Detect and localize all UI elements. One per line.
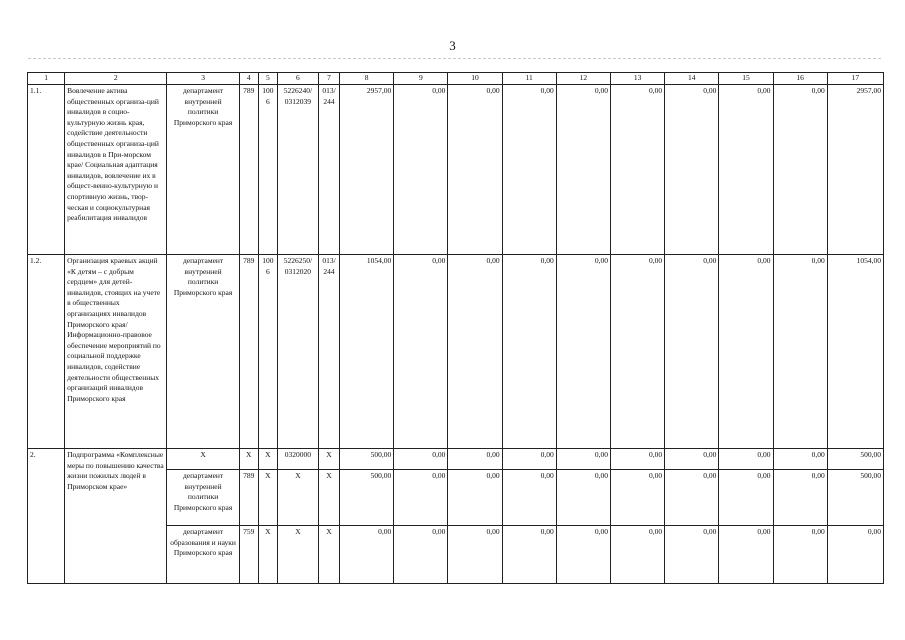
value-cell: 2957,00 [340, 85, 394, 255]
subprogram-name: Подпрограмма «Комплексные меры по повышению качества жизни пожилых людей в Приморском крае» [65, 449, 167, 584]
header-cell: 10 [448, 73, 502, 85]
value-cell: 0,00 [502, 85, 556, 255]
value-cell: 0,00 [773, 470, 827, 526]
header-cell: 11 [502, 73, 556, 85]
table-row [28, 85, 884, 255]
code-cell: 5226240/ 0312039 [277, 85, 318, 255]
code-cell: 789 [239, 470, 258, 526]
value-cell: 0,00 [502, 526, 556, 584]
value-cell: 0,00 [719, 470, 773, 526]
value-cell: 0,00 [827, 526, 883, 584]
value-cell: 0,00 [556, 470, 610, 526]
code-cell: Х [318, 470, 339, 526]
code-cell: 789 [239, 255, 258, 449]
executor-cell: департамент внутренней политики Приморского края [167, 470, 239, 526]
value-cell: 500,00 [340, 470, 394, 526]
value-cell: 0,00 [394, 526, 448, 584]
table-row [28, 255, 884, 449]
value-cell: 0,00 [448, 255, 502, 449]
header-cell: 5 [258, 73, 277, 85]
value-cell: 0,00 [448, 470, 502, 526]
header-cell: 15 [719, 73, 773, 85]
executor-cell: департамент внутренней политики Приморского края [167, 255, 239, 449]
value-cell: 1054,00 [827, 255, 883, 449]
value-cell: 0,00 [665, 255, 719, 449]
row-number: 2. [28, 449, 65, 584]
header-cell: 2 [65, 73, 167, 85]
header-cell: 13 [610, 73, 664, 85]
code-cell: Х [318, 526, 339, 584]
value-cell: 0,00 [340, 526, 394, 584]
code-cell: Х [277, 470, 318, 526]
value-cell: 0,00 [665, 85, 719, 255]
code-cell: 789 [239, 85, 258, 255]
executor-cell: департамент образования и науки Приморского края [167, 526, 239, 584]
header-cell: 3 [167, 73, 239, 85]
value-cell: 0,00 [773, 526, 827, 584]
code-cell: 0320000 [277, 449, 318, 470]
value-cell: 500,00 [340, 449, 394, 470]
code-cell: 1006 [258, 85, 277, 255]
value-cell: 0,00 [719, 255, 773, 449]
header-cell: 1 [28, 73, 65, 85]
value-cell: 0,00 [556, 526, 610, 584]
value-cell: 0,00 [773, 449, 827, 470]
code-cell: 013/ 244 [318, 85, 339, 255]
code-cell: 013/ 244 [318, 255, 339, 449]
value-cell: 0,00 [556, 85, 610, 255]
value-cell: 0,00 [719, 526, 773, 584]
header-cell: 6 [277, 73, 318, 85]
table-row [28, 449, 884, 470]
code-cell: Х [258, 449, 277, 470]
value-cell: 0,00 [610, 449, 664, 470]
code-cell: 5226250/ 0312020 [277, 255, 318, 449]
page-number: 3 [449, 38, 456, 53]
program-table [27, 72, 884, 584]
value-cell: 500,00 [827, 470, 883, 526]
value-cell: 0,00 [610, 255, 664, 449]
page-divider [28, 58, 881, 59]
row-number: 1.2. [28, 255, 65, 449]
value-cell: 0,00 [394, 85, 448, 255]
value-cell: 0,00 [502, 449, 556, 470]
header-cell: 4 [239, 73, 258, 85]
value-cell: 0,00 [448, 85, 502, 255]
value-cell: 0,00 [773, 85, 827, 255]
code-cell: Х [258, 470, 277, 526]
header-cell: 14 [665, 73, 719, 85]
value-cell: 0,00 [556, 449, 610, 470]
code-cell: Х [239, 449, 258, 470]
header-cell: 7 [318, 73, 339, 85]
row-number: 1.1. [28, 85, 65, 255]
header-cell: 9 [394, 73, 448, 85]
value-cell: 0,00 [665, 449, 719, 470]
value-cell: 0,00 [448, 526, 502, 584]
measure-name: Организация краевых акций «К детям – с добрым сердцем» для детей-инвалидов, стоящих на учете в общественных организациях инвалидов Приморского края/ Информационно-правовое обеспечение мероприятий по социальной поддержке инвалидов, содействие деятельности общественных организаций инвалидов Приморского края [65, 255, 167, 449]
value-cell: 0,00 [556, 255, 610, 449]
value-cell: 0,00 [610, 470, 664, 526]
value-cell: 0,00 [394, 449, 448, 470]
value-cell: 0,00 [719, 449, 773, 470]
header-cell: 17 [827, 73, 883, 85]
code-cell: Х [277, 526, 318, 584]
value-cell: 0,00 [719, 85, 773, 255]
value-cell: 2957,00 [827, 85, 883, 255]
code-cell: Х [258, 526, 277, 584]
value-cell: 0,00 [610, 526, 664, 584]
value-cell: 0,00 [665, 526, 719, 584]
value-cell: 0,00 [394, 470, 448, 526]
value-cell: 0,00 [394, 255, 448, 449]
value-cell: 0,00 [502, 470, 556, 526]
value-cell: 0,00 [773, 255, 827, 449]
value-cell: 0,00 [610, 85, 664, 255]
code-cell: 1006 [258, 255, 277, 449]
measure-name: Вовлечение актива общественных организа-ций инвалидов в социо-культурную жизнь края, содействие деятельности общественных организа-ций инвалидов в При-морском крае/ Социальная адаптация инвалидов, вовлечение их в общест-венно-культурную и спортивную жизнь, твор-ческая и социокультурная реабилитация инвалидов [65, 85, 167, 255]
header-cell: 8 [340, 73, 394, 85]
header-row [28, 73, 884, 85]
value-cell: 0,00 [448, 449, 502, 470]
value-cell: 0,00 [502, 255, 556, 449]
value-cell: 1054,00 [340, 255, 394, 449]
code-cell: 759 [239, 526, 258, 584]
executor-cell: Х [167, 449, 239, 470]
header-cell: 12 [556, 73, 610, 85]
executor-cell: департамент внутренней политики Приморского края [167, 85, 239, 255]
header-cell: 16 [773, 73, 827, 85]
value-cell: 500,00 [827, 449, 883, 470]
code-cell: Х [318, 449, 339, 470]
value-cell: 0,00 [665, 470, 719, 526]
